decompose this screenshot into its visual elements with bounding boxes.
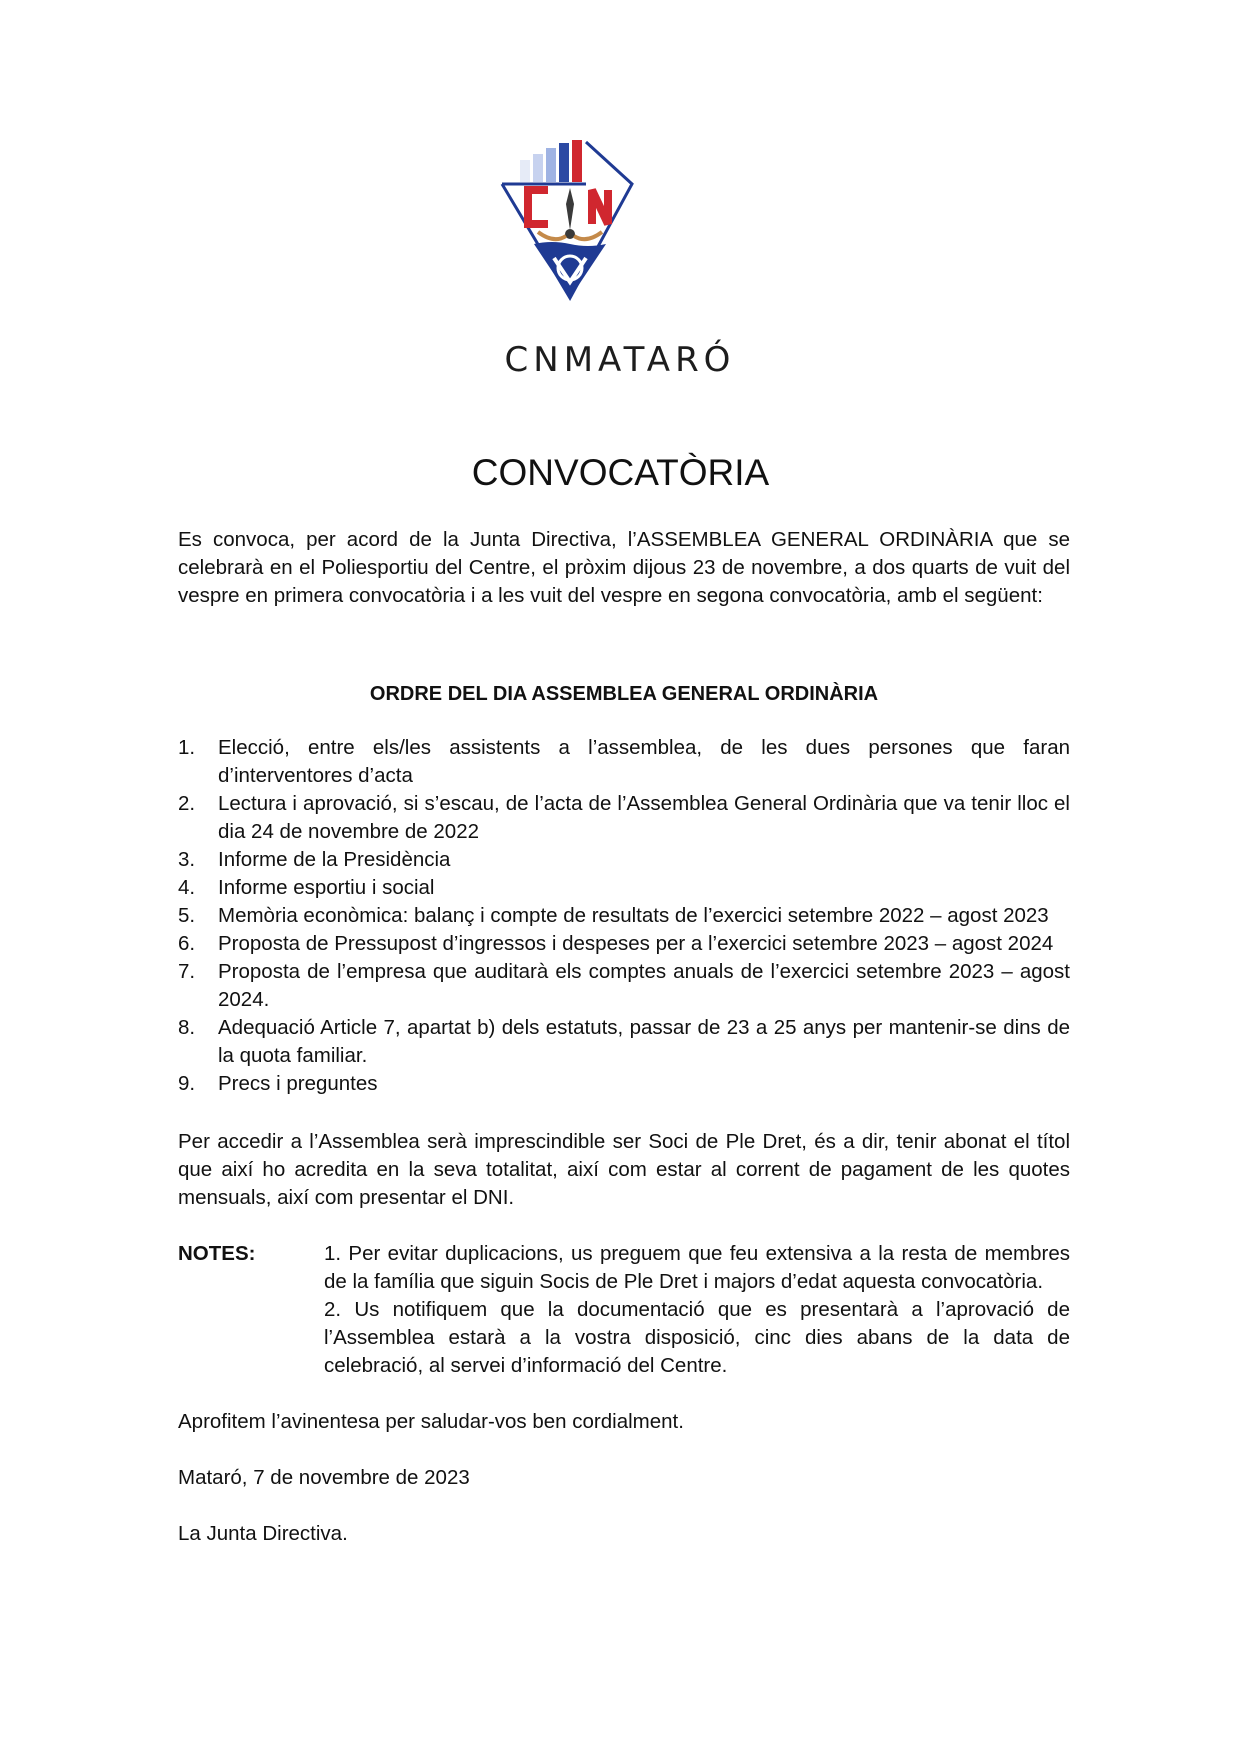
list-item-text: Elecció, entre els/les assistents a l’assemblea, de les dues persones que faran d’interventores d’acta [218, 736, 1070, 787]
crest-stripe [559, 143, 569, 182]
list-item-number: 6. [178, 932, 196, 955]
list-item-text: Informe esportiu i social [218, 876, 435, 899]
list-item [178, 930, 1070, 958]
list-item-number: 5. [178, 904, 196, 927]
crest-stripe [572, 140, 582, 182]
closing-text: Aprofitem l’avinentesa per saludar-vos ben cordialment. [178, 1410, 684, 1433]
list-item [178, 1014, 1070, 1070]
document-body [178, 526, 1070, 1548]
notes-section [178, 1240, 1070, 1380]
note-1: 1. Per evitar duplicacions, us preguem que feu extensiva a la resta de membres de la família que siguin Socis de Ple Dret i majors d’edat aquesta convocatòria. [324, 1242, 1070, 1293]
access-paragraph: Per accedir a l’Assemblea serà imprescindible ser Soci de Ple Dret, és a dir, tenir abonat el títol que així ho acredita en la seva totalitat, així com estar al corrent de pagament de les quotes mensuals, així com presentar el DNI. [178, 1130, 1070, 1209]
list-item [178, 846, 1070, 874]
list-item [178, 874, 1070, 902]
crest-swimmer [566, 188, 574, 230]
list-item-number: 9. [178, 1072, 196, 1095]
crest-stripe [546, 148, 556, 182]
crest-stripe [520, 160, 530, 182]
list-item [178, 902, 1070, 930]
notes-body [324, 1240, 1070, 1380]
notes-label: NOTES: [178, 1242, 256, 1265]
signature: La Junta Directiva. [178, 1522, 348, 1545]
list-item-text: Lectura i aprovació, si s’escau, de l’acta de l’Assemblea General Ordinària que va tenir lloc el dia 24 de novembre de 2022 [218, 792, 1070, 843]
agenda-list [178, 734, 1070, 1098]
intro-paragraph: Es convoca, per acord de la Junta Directiva, l’ASSEMBLEA GENERAL ORDINÀRIA que se celebrarà en el Poliesportiu del Centre, el pròxim dijous 23 de novembre, a dos quarts de vuit del vespre en primera convocatòria i a les vuit del vespre en segona convocatòria, amb el següent: [178, 528, 1070, 607]
list-item-number: 3. [178, 848, 196, 871]
list-item-number: 1. [178, 736, 196, 759]
list-item-text: Precs i preguntes [218, 1072, 378, 1095]
crest-stripe [533, 154, 543, 182]
list-item [178, 1070, 1070, 1098]
list-item [178, 958, 1070, 1014]
list-item-number: 8. [178, 1016, 196, 1039]
list-item-text: Proposta de l’empresa que auditarà els comptes anuals de l’exercici setembre 2023 – agost 2024. [218, 960, 1070, 1011]
list-item [178, 790, 1070, 846]
list-item-text: Informe de la Presidència [218, 848, 451, 871]
list-item-text: Adequació Article 7, apartat b) dels estatuts, passar de 23 a 25 anys per mantenir-se dins de la quota familiar. [218, 1016, 1070, 1067]
list-item-text: Proposta de Pressupost d’ingressos i despeses per a l’exercici setembre 2023 – agost 2024 [218, 932, 1054, 955]
crest-water [534, 242, 606, 298]
brand-wordmark: CNMATARÓ [504, 340, 736, 380]
crest-letter-c [528, 190, 548, 224]
note-2: 2. Us notifiquem que la documentació que es presentarà a l’aprovació de l’Assemblea estarà a la vostra disposició, cinc dies abans de la data de celebració, al servei d’informació del Centre. [324, 1298, 1070, 1377]
list-item-number: 2. [178, 792, 196, 815]
list-item [178, 734, 1070, 790]
page-title: CONVOCATÒRIA [471, 452, 770, 493]
agenda-heading: ORDRE DEL DIA ASSEMBLEA GENERAL ORDINÀRIA [369, 683, 879, 705]
list-item-number: 4. [178, 876, 196, 899]
list-item-number: 7. [178, 960, 196, 983]
club-crest-icon-graphic [500, 140, 740, 340]
crest-letter-n [592, 190, 608, 224]
list-item-text: Memòria econòmica: balanç i compte de resultats de l’exercici setembre 2022 – agost 2023 [218, 904, 1049, 927]
place-date: Mataró, 7 de novembre de 2023 [178, 1466, 470, 1489]
